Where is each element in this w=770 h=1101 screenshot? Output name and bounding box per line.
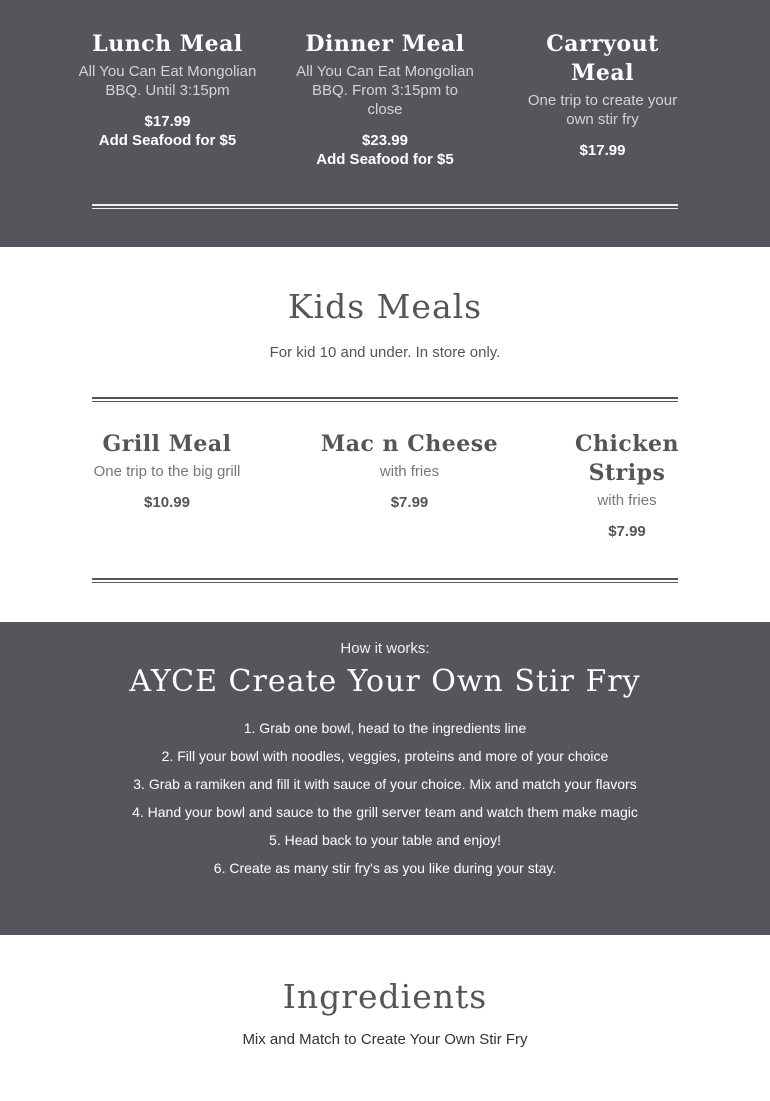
kids-meal-price: $10.99 [144,494,190,511]
ingredients-subtitle: Mix and Match to Create Your Own Stir Fry [242,1031,528,1048]
kids-meal-title: Chicken Strips [575,431,679,486]
kids-meal-description: with fries [597,492,657,509]
meal-title: Dinner Meal [305,31,465,57]
meal-pricing-section [0,0,770,247]
kids-card-mac [320,430,500,541]
meal-price: $17.99 [579,142,626,159]
meal-title: Lunch Meal [92,31,243,57]
step-item: 2. Fill your bowl with noodles, veggies, proteins and more of your choice [161,748,609,764]
section-divider [92,204,678,209]
meal-card-carryout [513,30,693,169]
how-it-works-kicker: How it works: [340,640,430,657]
meal-addon: Add Seafood for $5 [98,132,237,149]
section-divider [92,578,678,583]
steps-list [0,714,770,882]
ingredients-heading: Ingredients [282,977,488,1016]
meal-price: $17.99 [144,113,191,130]
kids-card-grill [77,430,257,541]
meal-description: All You Can Eat Mongolian BBQ. Until 3:15pm [78,63,257,99]
ingredients-section [0,935,770,1101]
meal-price: $23.99 [362,132,408,149]
kids-meal-row [77,430,692,541]
kids-meals-heading: Kids Meals [287,287,483,326]
kids-meals-subtitle: For kid 10 and under. In store only. [269,344,501,361]
kids-meal-price: $7.99 [608,523,646,540]
meal-row [78,30,693,169]
kids-meals-section [0,247,770,622]
kids-card-chicken [562,430,692,541]
kids-meal-price: $7.99 [390,494,429,511]
step-item: 1. Grab one bowl, head to the ingredients line [243,720,527,736]
meal-title: Carryout Meal [546,31,659,86]
meal-card-lunch [78,30,258,169]
meal-addon: Add Seafood for $5 [316,151,454,168]
kids-meal-description: One trip to the big grill [93,463,241,480]
how-it-works-title: AYCE Create Your Own Stir Fry [129,664,641,699]
kids-meal-title: Grill Meal [102,431,232,457]
kids-meal-description: with fries [379,463,440,480]
meal-description: All You Can Eat Mongolian BBQ. From 3:15pm to close [296,63,474,118]
step-item: 4. Hand your bowl and sauce to the grill server team and watch them make magic [132,804,638,820]
section-divider [92,397,678,402]
how-it-works-section [0,622,770,935]
step-item: 6. Create as many stir fry's as you like during your stay. [213,860,557,876]
step-item: 3. Grab a ramiken and fill it with sauce of your choice. Mix and match your flavors [133,776,637,792]
kids-meal-title: Mac n Cheese [320,431,499,457]
step-item: 5. Head back to your table and enjoy! [269,832,501,848]
meal-description: One trip to create your own stir fry [527,92,678,128]
meal-card-dinner [295,30,475,169]
